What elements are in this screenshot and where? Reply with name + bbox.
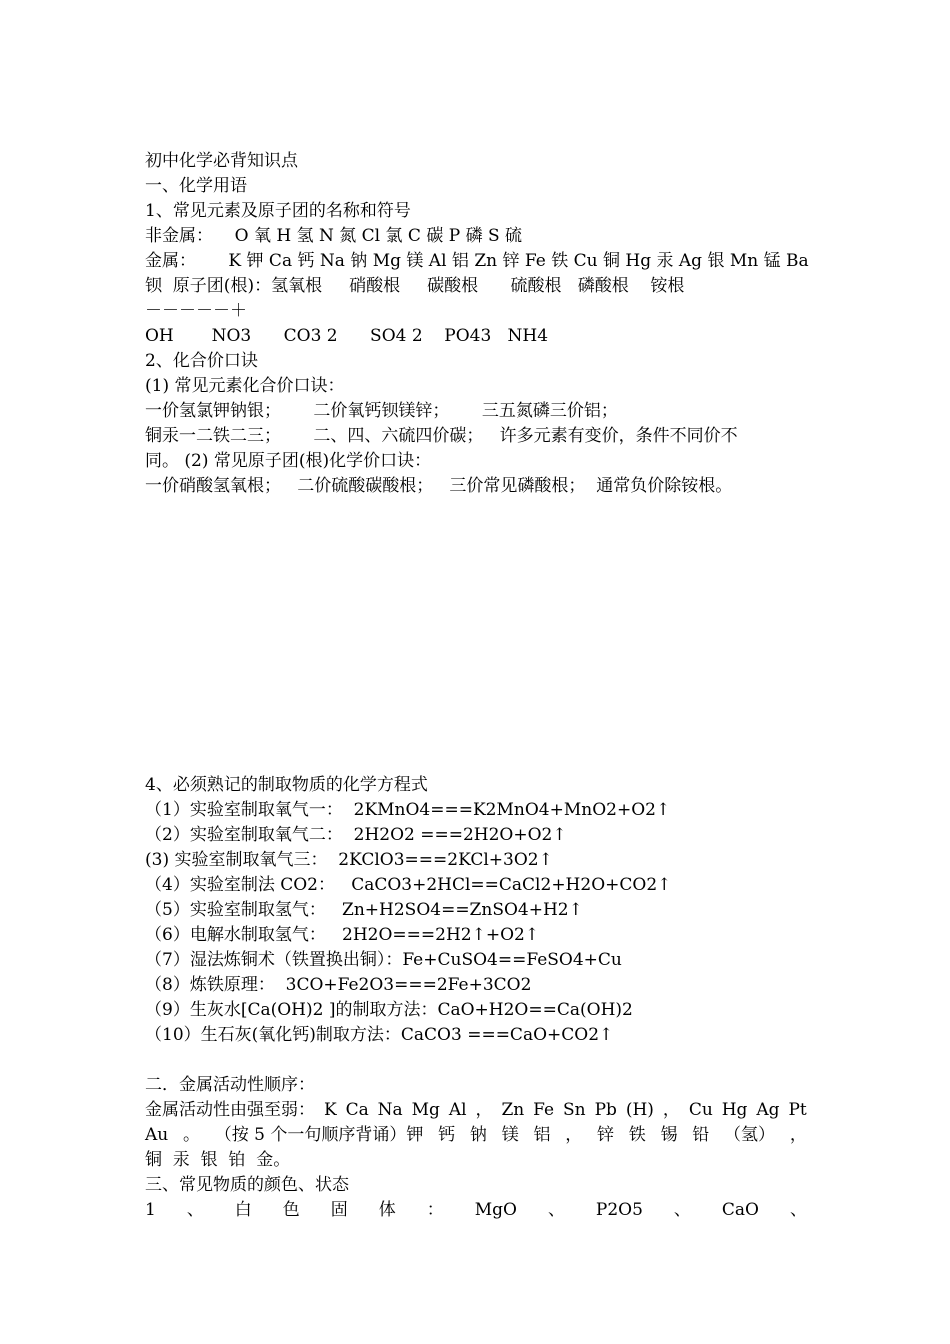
metal-order-line-3: 铜 汞 银 铂 金。 — [145, 1150, 291, 1170]
metal-order-token: （氢） — [724, 1125, 776, 1145]
section-heading: 一、化学用语 — [145, 176, 247, 196]
text-line: 金属： K 钾 Ca 钙 Na 钠 Mg 镁 Al 铝 Zn 锌 Fe 铁 Cu 铜 Hg 汞 Ag 银 Mn 锰 Ba — [145, 251, 809, 271]
metal-order-token: 铅 — [692, 1125, 710, 1145]
text-line: 钡 原子团(根)：氢氧根 硝酸根 碳酸根 硫酸根 磷酸根 铵根 — [145, 276, 685, 296]
white-solids-line — [145, 1198, 807, 1223]
metal-order-token: K — [323, 1100, 337, 1120]
equation-line: （1）实验室制取氧气一： 2KMnO4===K2MnO4+MnO2+O2↑ — [145, 800, 671, 820]
metal-order-token: （按 5 个一句顺序背诵）钾 — [214, 1125, 424, 1145]
text-token: 、 — [186, 1200, 204, 1220]
doc-title: 初中化学必背知识点 — [145, 151, 298, 171]
text-token: 1 — [145, 1200, 156, 1220]
metal-order-line-1 — [145, 1098, 807, 1123]
text-token: MgO — [474, 1200, 517, 1220]
text-token: 白 — [234, 1200, 252, 1220]
metal-order-token: Au — [145, 1125, 169, 1145]
text-line: 同。 (2) 常见原子团(根)化学价口诀： — [145, 451, 432, 471]
text-token: 体 — [378, 1200, 396, 1220]
equation-line: （9）生灰水[Ca(OH)2 ]的制取方法：CaO+H2O==Ca(OH)2 — [145, 1000, 633, 1020]
metal-order-token: Al — [448, 1100, 467, 1120]
metal-order-token: 。 — [183, 1125, 200, 1145]
metal-order-token: Hg — [721, 1100, 748, 1120]
text-line: 铜汞一二铁二三； 二、四、六硫四价碳； 许多元素有变价，条件不同价不 — [145, 426, 738, 446]
subsection-heading: 2、化合价口诀 — [145, 351, 258, 371]
subsection-heading: 4、必须熟记的制取物质的化学方程式 — [145, 775, 428, 795]
text-token: 、 — [789, 1200, 807, 1220]
metal-order-token: 铁 — [628, 1125, 646, 1145]
equation-line: （6）电解水制取氢气： 2H2O===2H2↑+O2↑ — [145, 925, 540, 945]
metal-order-token: (H) — [625, 1100, 654, 1120]
metal-order-token: 铝 — [533, 1125, 551, 1145]
text-token: CaO — [721, 1200, 759, 1220]
equation-line: （10）生石灰(氧化钙)制取方法：CaCO3 ===CaO+CO2↑ — [145, 1025, 614, 1045]
section-heading: 三、常见物质的颜色、状态 — [145, 1175, 349, 1195]
equation-line: （2）实验室制取氧气二： 2H2O2 ===2H2O+O2↑ — [145, 825, 567, 845]
text-line: (1) 常见元素化合价口诀： — [145, 376, 345, 396]
subsection-heading: 1、常见元素及原子团的名称和符号 — [145, 201, 411, 221]
equation-line: （4）实验室制法 CO2： CaCO3+2HCl==CaCl2+H2O+CO2↑ — [145, 875, 672, 895]
metal-order-token: Pb — [594, 1100, 617, 1120]
text-token: ： — [426, 1200, 444, 1220]
text-token: 、 — [547, 1200, 565, 1220]
metal-order-token: 锡 — [660, 1125, 678, 1145]
metal-order-token: 钙 — [438, 1125, 456, 1145]
text-token: 固 — [330, 1200, 348, 1220]
metal-order-token: 镁 — [501, 1125, 519, 1145]
equation-line: （5）实验室制取氢气： Zn+H2SO4==ZnSO4+H2↑ — [145, 900, 583, 920]
metal-order-token: Ag — [756, 1100, 780, 1120]
metal-order-token: Na — [377, 1100, 403, 1120]
text-token: 色 — [282, 1200, 300, 1220]
metal-order-token: Mg — [411, 1100, 440, 1120]
metal-order-token: 钠 — [469, 1125, 487, 1145]
equation-line: （8）炼铁原理： 3CO+Fe2O3===2Fe+3CO2 — [145, 975, 532, 995]
metal-order-token: Fe — [533, 1100, 555, 1120]
metal-order-line-2 — [145, 1123, 807, 1148]
equation-line: (3) 实验室制取氧气三： 2KClO3===2KCl+3O2↑ — [145, 850, 553, 870]
metal-order-token: 金属活动性由强至弱： — [145, 1100, 315, 1120]
text-line: OH NO3 CO3 2 SO4 2 PO43 NH4 — [145, 326, 549, 346]
section-heading: 二．金属活动性顺序： — [145, 1075, 315, 1095]
metal-order-token: ， — [789, 1125, 807, 1145]
metal-order-token: Pt — [788, 1100, 807, 1120]
equation-line: （7）湿法炼铜术（铁置换出铜）：Fe+CuSO4==FeSO4+Cu — [145, 950, 622, 970]
text-line: 非金属： O 氧 H 氢 N 氮 Cl 氯 C 碳 P 磷 S 硫 — [145, 226, 523, 246]
metal-order-token: ， — [475, 1100, 493, 1120]
metal-order-token: Sn — [563, 1100, 586, 1120]
metal-order-token: Cu — [688, 1100, 713, 1120]
text-line: 一价氢氯钾钠银； 二价氧钙钡镁锌； 三五氮磷三价铝； — [145, 401, 618, 421]
metal-order-token: Ca — [345, 1100, 369, 1120]
text-line: －－－－－＋ — [145, 301, 247, 321]
text-token: 、 — [673, 1200, 691, 1220]
metal-order-token: ， — [565, 1125, 583, 1145]
text-token: P2O5 — [595, 1200, 643, 1220]
metal-order-token: 锌 — [596, 1125, 614, 1145]
text-line: 一价硝酸氢氧根； 二价硫酸碳酸根； 三价常见磷酸根； 通常负价除铵根。 — [145, 476, 733, 496]
metal-order-token: Zn — [501, 1100, 525, 1120]
metal-order-token: ， — [662, 1100, 680, 1120]
